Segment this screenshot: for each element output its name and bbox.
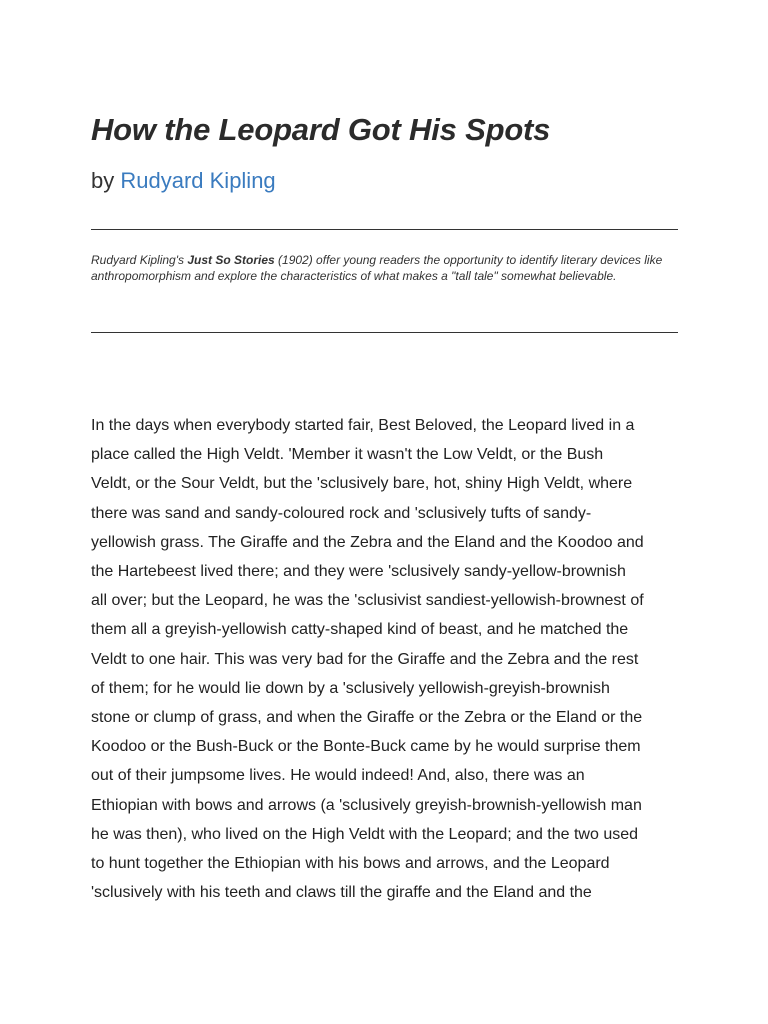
story-line: Koodoo or the Bush-Buck or the Bonte-Buck came by he would surprise them [91,738,641,756]
intro-after: (1902) offer young readers the opportunity to identify literary devices like anthropomorphism and explore the characteristics of what makes a "tall tale" somewhat believable. [91,253,663,283]
story-line: place called the High Veldt. 'Member it wasn't the Low Veldt, or the Bush [91,446,604,464]
story-line: 'sclusively with his teeth and claws till the giraffe and the Eland and the [91,884,592,902]
byline-prefix: by [91,168,121,193]
byline [91,168,276,194]
story-line: Veldt, or the Sour Veldt, but the 'sclusively bare, hot, shiny High Veldt, where [91,475,633,493]
story-line: all over; but the Leopard, he was the 'sclusivist sandiest-yellowish-brownest of [91,592,644,610]
story-line: he was then), who lived on the High Veldt with the Leopard; and the two used [91,825,639,843]
divider-bottom [91,332,678,333]
intro-before: Rudyard Kipling's [91,253,188,267]
story-line: out of their jumpsome lives. He would indeed! And, also, there was an [91,767,585,785]
story-line: the Hartebeest lived there; and they were 'sclusively sandy-yellow-brownish [91,563,626,581]
author-link[interactable]: Rudyard Kipling [120,168,276,193]
story-paragraph [91,411,681,907]
story-line: to hunt together the Ethiopian with his bows and arrows, and the Leopard [91,855,610,873]
story-line: In the days when everybody started fair, Best Beloved, the Leopard lived in a [91,417,635,434]
story-line: stone or clump of grass, and when the Giraffe or the Zebra or the Eland or the [91,709,643,727]
story-line: them all a greyish-yellowish catty-shaped kind of beast, and he matched the [91,621,629,639]
story-line: Veldt to one hair. This was very bad for the Giraffe and the Zebra and the rest [91,650,639,668]
divider-top [91,229,678,230]
story-line: Ethiopian with bows and arrows (a 'sclusively greyish-brownish-yellowish man [91,796,642,814]
story-line: of them; for he would lie down by a 'sclusively yellowish-greyish-brownish [91,679,610,697]
intro-paragraph [91,252,681,284]
page-title: How the Leopard Got His Spots [91,112,551,147]
intro-book-title: Just So Stories [187,253,275,267]
story-line: there was sand and sandy-coloured rock and 'sclusively tufts of sandy- [91,504,592,522]
story-line: yellowish grass. The Giraffe and the Zebra and the Eland and the Koodoo and [91,533,644,551]
